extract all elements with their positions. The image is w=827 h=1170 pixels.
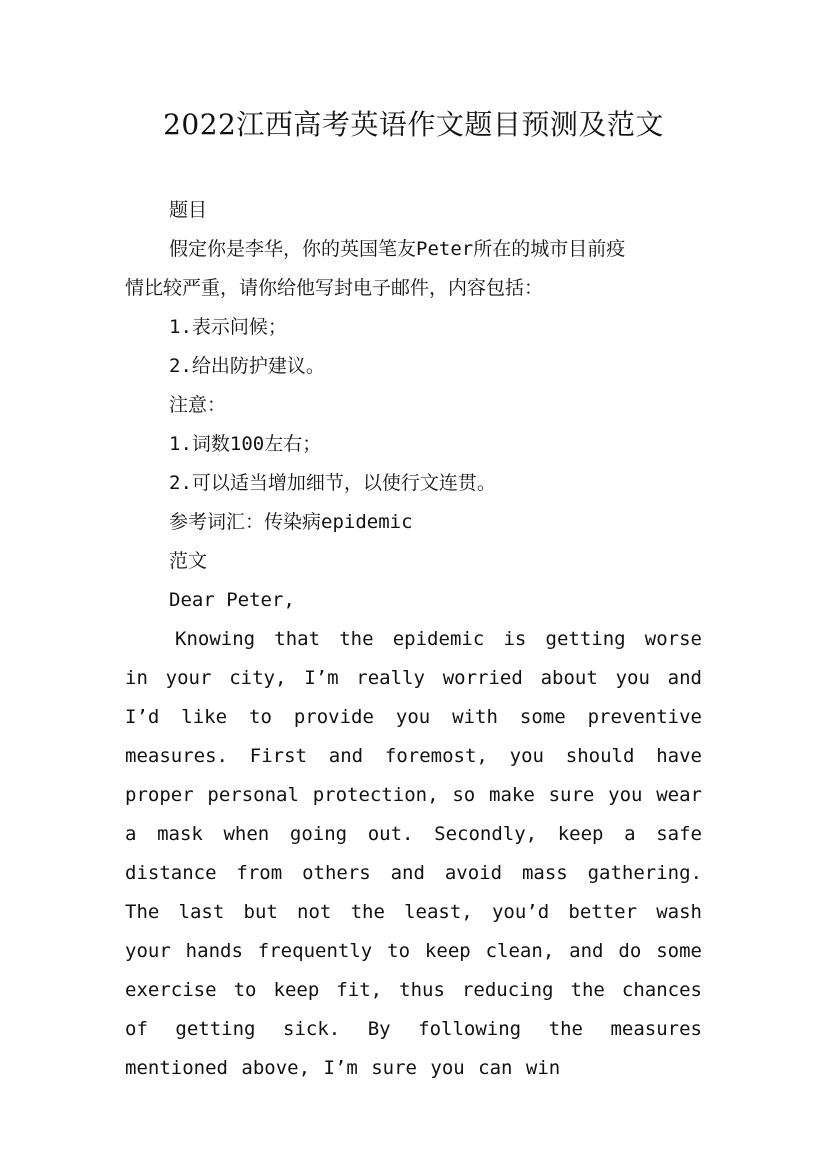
prompt-line-2: 情比较严重，请你给他写封电子邮件，内容包括：	[125, 277, 544, 299]
prompt-line-1: 假定你是李华，你的英国笔友Peter所在的城市目前疫	[169, 238, 626, 260]
section-sample-heading: 范文	[169, 550, 208, 572]
essay-paragraph: Knowing that the epidemic is getting worse in your city, I’m really worried about you and I’d like to provide you with some preventive measures. First and foremost, you should have proper personal protection, so make sure you wear a mask when going out. Secondly, keep a safe distance from others and avoid mass gathering. The last but not the least, you’d better wash your hands frequently to keep clean, and do some exercise to keep fit, thus reducing the chances of getting sick. By following the measures mentioned above, I’m sure you can win	[125, 628, 702, 1079]
document-title: 2022江西高考英语作文题目预测及范文	[163, 108, 664, 141]
notes-label: 注意：	[169, 394, 227, 416]
prompt-item-2: 2.给出防护建议。	[169, 355, 325, 377]
vocab-reference: 参考词汇：传染病epidemic	[169, 511, 413, 533]
note-2: 2.可以适当增加细节，以使行文连贯。	[169, 472, 496, 494]
prompt-item-1: 1.表示问候；	[169, 316, 287, 338]
note-1: 1.词数100左右；	[169, 433, 322, 455]
section-topic-heading: 题目	[169, 199, 208, 221]
document-body	[125, 191, 702, 1079]
email-greeting: Dear Peter,	[169, 589, 295, 611]
